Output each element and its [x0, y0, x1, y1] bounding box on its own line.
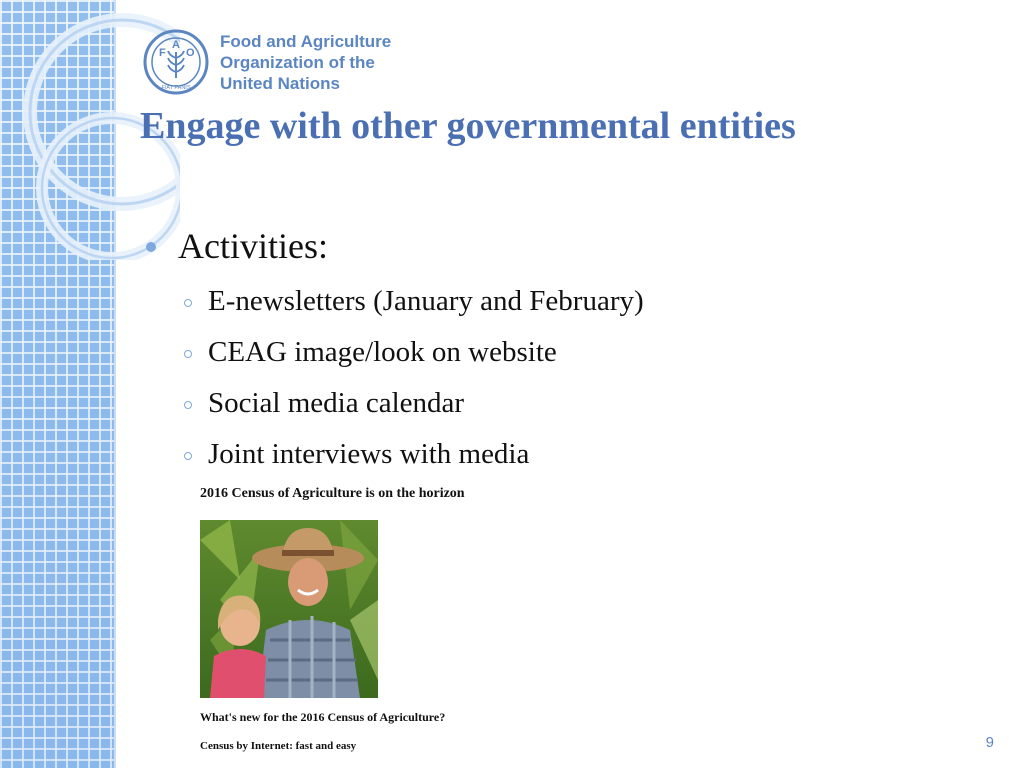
- bullet-dot-icon: [146, 242, 156, 252]
- sub-bullet-ring-icon: [184, 401, 192, 409]
- newsletter-subheading-2: Census by Internet: fast and easy: [200, 740, 357, 752]
- emblem-motto: FIAT PANIS: [161, 85, 191, 91]
- newsletter-subheading: What's new for the 2016 Census of Agriculture?: [200, 710, 446, 724]
- sub-bullet-item: [146, 276, 966, 327]
- emblem-letter-f: F: [159, 47, 166, 59]
- page-number: 9: [985, 734, 994, 751]
- sub-bullet-text: CEAG image/look on website: [208, 336, 557, 368]
- newsletter-headline: 2016 Census of Agriculture is on the horizon: [200, 486, 465, 501]
- sub-bullet-list: [146, 276, 966, 480]
- logo-line-2: Organization of the: [220, 52, 375, 72]
- sub-bullet-ring-icon: [184, 299, 192, 307]
- sub-bullet-text: Social media calendar: [208, 387, 465, 419]
- fao-emblem-icon: [142, 28, 210, 96]
- fao-logo: [142, 28, 391, 96]
- fao-wordmark: [220, 31, 391, 94]
- logo-line-3: United Nations: [220, 73, 340, 93]
- bullet-main-text: Activities:: [178, 226, 328, 266]
- emblem-letter-o: O: [186, 47, 195, 59]
- logo-line-1: Food and Agriculture: [220, 31, 392, 51]
- sub-bullet-item: [146, 378, 966, 429]
- sub-bullet-text: E-newsletters (January and February): [208, 285, 644, 317]
- sub-bullet-item: [146, 327, 966, 378]
- bullet-list: [146, 222, 966, 480]
- sub-bullet-item: [146, 429, 966, 480]
- emblem-letter-a: A: [172, 39, 180, 51]
- sub-bullet-ring-icon: [184, 452, 192, 460]
- farmer-and-child-photo: [200, 520, 378, 698]
- newsletter-preview: [200, 486, 540, 756]
- sub-bullet-text: Joint interviews with media: [208, 438, 530, 470]
- bullet-main: [146, 222, 966, 270]
- sub-bullet-ring-icon: [184, 350, 192, 358]
- slide-title: Engage with other governmental entities: [140, 105, 796, 147]
